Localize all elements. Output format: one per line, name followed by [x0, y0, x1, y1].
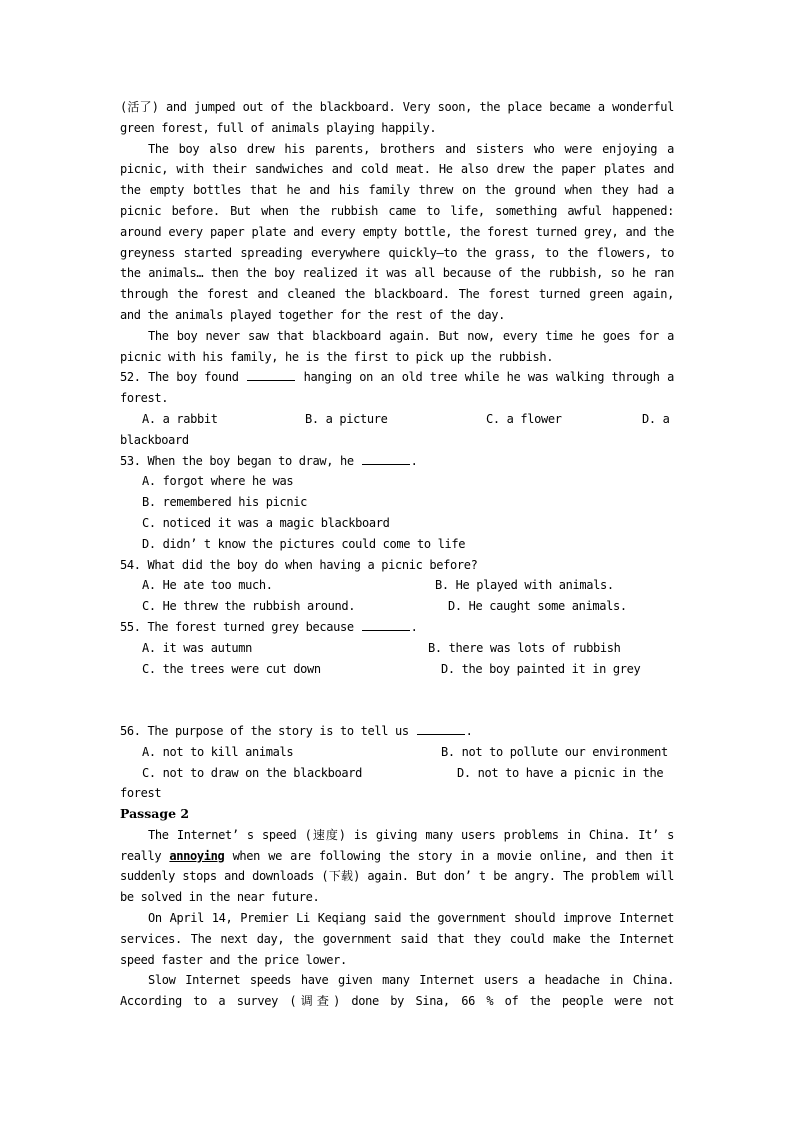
blank-line — [120, 700, 674, 721]
question-53 — [120, 451, 674, 555]
answer-blank[interactable] — [362, 618, 410, 631]
question-stem-after: . — [465, 723, 473, 738]
question-stem: What did the boy do when having a picnic before? — [147, 557, 478, 572]
option-b[interactable]: B. He played with animals. — [435, 578, 614, 593]
question-stem-before: When the boy began to draw, he — [147, 453, 354, 468]
passage-2-heading: Passage 2 — [120, 806, 190, 822]
passage2-paragraph-3: Slow Internet speeds have given many Internet users a headache in China. According to a survey (调查) done by Sina, 66 % of the people were not — [120, 973, 674, 1009]
question-stem-before: The boy found — [148, 370, 239, 385]
option-d[interactable]: D. a — [642, 411, 670, 426]
question-number: 56. — [120, 723, 141, 738]
question-56-options-row-2 — [120, 763, 674, 784]
question-56-options-row-1 — [120, 742, 674, 763]
option-c[interactable]: C. a flower — [486, 411, 562, 426]
option-d-overflow: blackboard — [120, 432, 189, 447]
question-number: 52. — [120, 370, 141, 385]
question-stem-after: . — [410, 619, 418, 634]
question-54-options-row-1 — [120, 575, 674, 596]
question-54-options-row-2 — [120, 596, 674, 617]
question-52-options — [120, 409, 674, 430]
question-number: 53. — [120, 453, 141, 468]
passage1-paragraph-3: The boy never saw that blackboard again. But now, every time he goes for a picnic with his family, he is the first to pick up the rubbish. — [120, 328, 674, 364]
question-52 — [120, 367, 674, 450]
question-54-stem — [120, 555, 674, 576]
question-55-stem — [120, 617, 674, 638]
highlighted-word-annoying: annoying — [169, 848, 225, 863]
option-b[interactable]: B. not to pollute our environment — [441, 744, 668, 759]
option-a[interactable]: A. He ate too much. — [142, 578, 273, 593]
option-d-overflow: forest — [120, 786, 162, 801]
question-55-options-row-1 — [120, 638, 674, 659]
question-stem-before: The purpose of the story is to tell us — [147, 723, 409, 738]
answer-blank[interactable] — [417, 722, 465, 735]
passage1-paragraph-1-continued: (活了) and jumped out of the blackboard. Very soon, the place became a wonderful green forest, full of animals playing happily. — [120, 100, 674, 135]
passage2-paragraph-1: The Internet’ s speed (速度) is giving many users problems in China. It’ s really annoying when we are following the story in a movie online, and then it suddenly stops and downloads (下载) again. But don’ t be angry. The problem will be solved in the near future. — [120, 827, 675, 905]
option-c[interactable]: C. the trees were cut down — [142, 661, 321, 676]
option-c[interactable]: C. He threw the rubbish around. — [142, 599, 356, 614]
question-54 — [120, 555, 674, 617]
question-55-options-row-2 — [120, 659, 674, 680]
document-page — [120, 97, 674, 1012]
blank-line — [120, 679, 674, 700]
question-stem-after: . — [410, 453, 418, 468]
question-56 — [120, 721, 674, 804]
question-stem-after: hanging on an old tree while he was walking through a forest. — [120, 370, 675, 406]
question-52-stem — [120, 367, 674, 409]
option-d[interactable]: D. not to have a picnic in the — [457, 765, 664, 780]
option-b[interactable]: B. remembered his picnic — [142, 495, 307, 510]
option-c[interactable]: C. not to draw on the blackboard — [142, 765, 362, 780]
answer-blank[interactable] — [362, 452, 410, 465]
option-d[interactable]: D. didn’ t know the pictures could come to life — [142, 536, 466, 551]
answer-blank[interactable] — [247, 368, 295, 381]
option-d[interactable]: D. the boy painted it in grey — [441, 661, 641, 676]
question-number: 54. — [120, 557, 141, 572]
option-b[interactable]: B. there was lots of rubbish — [428, 640, 621, 655]
option-a[interactable]: A. forgot where he was — [142, 474, 294, 489]
passage1-paragraph-2: The boy also drew his parents, brothers and sisters who were enjoying a picnic, with their sandwiches and cold meat. He also drew the paper plates and the empty bottles that he and his family threw on the ground when they had a picnic before. But when the rubbish came to life, something awful happened: around every paper plate and every empty bottle, the forest turned grey, and the greyness started spreading everywhere quickly—to the grass, to the flowers, to the animals… then the boy realized it was all because of the rubbish, so he ran through the forest and cleaned the blackboard. The forest turned green again, and the animals played together for the rest of the day. — [120, 141, 674, 322]
passage2-paragraph-2: On April 14, Premier Li Keqiang said the government should improve Internet services. The next day, the government said that they could make the Internet speed faster and the price lower. — [120, 911, 674, 967]
option-a[interactable]: A. a rabbit — [142, 411, 218, 426]
question-56-stem — [120, 721, 674, 742]
question-number: 55. — [120, 619, 141, 634]
question-53-stem — [120, 451, 674, 472]
option-a[interactable]: A. not to kill animals — [142, 744, 294, 759]
option-c[interactable]: C. noticed it was a magic blackboard — [142, 515, 390, 530]
question-stem-before: The forest turned grey because — [147, 619, 354, 634]
option-b[interactable]: B. a picture — [305, 411, 388, 426]
option-d[interactable]: D. He caught some animals. — [448, 599, 627, 614]
question-55 — [120, 617, 674, 679]
option-a[interactable]: A. it was autumn — [142, 640, 252, 655]
